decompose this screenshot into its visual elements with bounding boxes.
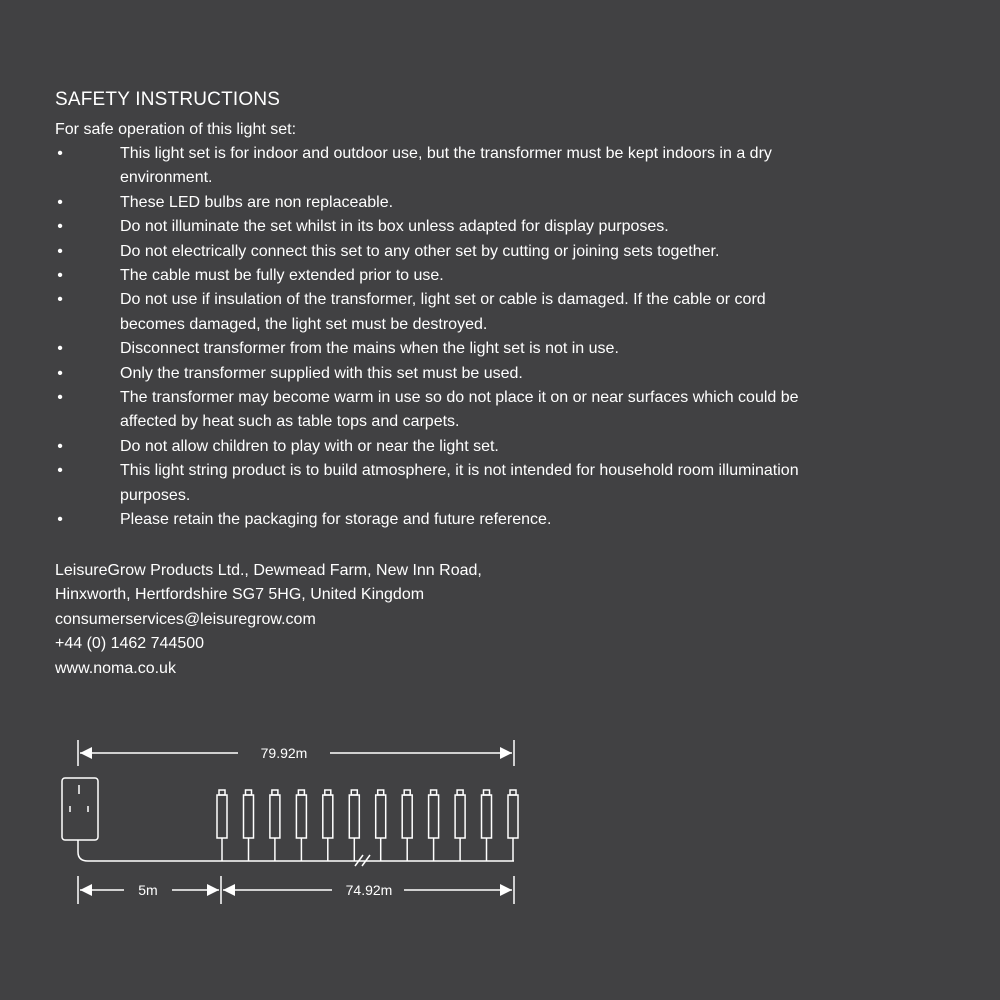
- bulb-group: [217, 790, 518, 861]
- email-address: consumerservices@leisuregrow.com: [55, 610, 316, 628]
- list-item-text: Disconnect transformer from the mains when the light set is not in use.: [120, 340, 619, 358]
- phone-number: +44 (0) 1462 744500: [55, 635, 205, 652]
- led-bulb-icon: [402, 790, 412, 861]
- safety-heading: SAFETY INSTRUCTIONS: [55, 89, 281, 110]
- bullet-icon: •: [57, 267, 63, 285]
- led-bulb-icon: [376, 790, 386, 861]
- arrow-left-icon: [80, 747, 92, 759]
- website-url: www.noma.co.uk: [55, 659, 176, 677]
- bullet-icon: •: [57, 389, 63, 407]
- arrow-right-icon: [500, 747, 512, 759]
- list-item-text: Do not use if insulation of the transformer, light set or cable is damaged. If the cable or cord becomes damaged, the light set must be destroyed.: [120, 291, 766, 333]
- list-item-text: The cable must be fully extended prior to use.: [120, 267, 444, 285]
- list-item-text: Only the transformer supplied with this set must be used.: [120, 364, 523, 382]
- list-item-text: Do not electrically connect this set to any other set by cutting or joining sets together.: [120, 242, 720, 260]
- led-bulb-icon: [323, 790, 333, 861]
- arrow-right-icon: [500, 884, 512, 896]
- led-bulb-icon: [244, 790, 254, 861]
- list-item-text: These LED bulbs are non replaceable.: [120, 193, 394, 211]
- bullet-icon: •: [57, 462, 63, 480]
- address-line-2: Hinxworth, Hertfordshire SG7 5HG, United Kingdom: [55, 586, 425, 603]
- bullet-icon: •: [57, 511, 63, 529]
- led-bulb-icon: [270, 790, 280, 861]
- led-bulb-icon: [296, 790, 306, 861]
- bullet-icon: •: [57, 242, 63, 260]
- bullet-icon: •: [57, 364, 63, 382]
- bullet-icon: •: [57, 340, 63, 358]
- list-item-text: Do not illuminate the set whilst in its box unless adapted for display purposes.: [120, 218, 669, 236]
- led-bulb-icon: [217, 790, 227, 861]
- bullet-icon: •: [57, 291, 63, 309]
- list-item-text: Please retain the packaging for storage and future reference.: [120, 511, 552, 529]
- led-bulb-icon: [482, 790, 492, 861]
- led-bulb-icon: [508, 790, 518, 861]
- address-line-1: LeisureGrow Products Ltd., Dewmead Farm, New Inn Road,: [55, 561, 482, 579]
- led-bulb-icon: [455, 790, 465, 861]
- list-item-text: This light string product is to build atmosphere, it is not intended for household room illumination purposes.: [120, 462, 799, 504]
- arrow-left-icon: [80, 884, 92, 896]
- led-bulb-icon: [349, 790, 359, 861]
- arrow-left-icon: [223, 884, 235, 896]
- total-length-label: 79.92m: [260, 745, 308, 761]
- list-item-text: This light set is for indoor and outdoor use, but the transformer must be kept indoors in a dry environment.: [120, 145, 772, 187]
- list-item-text: Do not allow children to play with or near the light set.: [120, 437, 499, 455]
- lit-length-label: 74.92m: [345, 882, 393, 898]
- transformer-plug-icon: [62, 778, 514, 861]
- bullet-icon: •: [57, 218, 63, 236]
- bullet-icon: •: [57, 193, 63, 211]
- bullet-icon: •: [57, 145, 63, 162]
- list-item-text: The transformer may become warm in use so do not place it on or near surfaces which could be affected by heat such as table tops and carpets.: [120, 389, 799, 431]
- lead-length-label: 5m: [138, 882, 158, 898]
- led-bulb-icon: [429, 790, 439, 861]
- safety-intro: For safe operation of this light set:: [55, 121, 297, 138]
- arrow-right-icon: [207, 884, 219, 896]
- bullet-icon: •: [57, 437, 63, 455]
